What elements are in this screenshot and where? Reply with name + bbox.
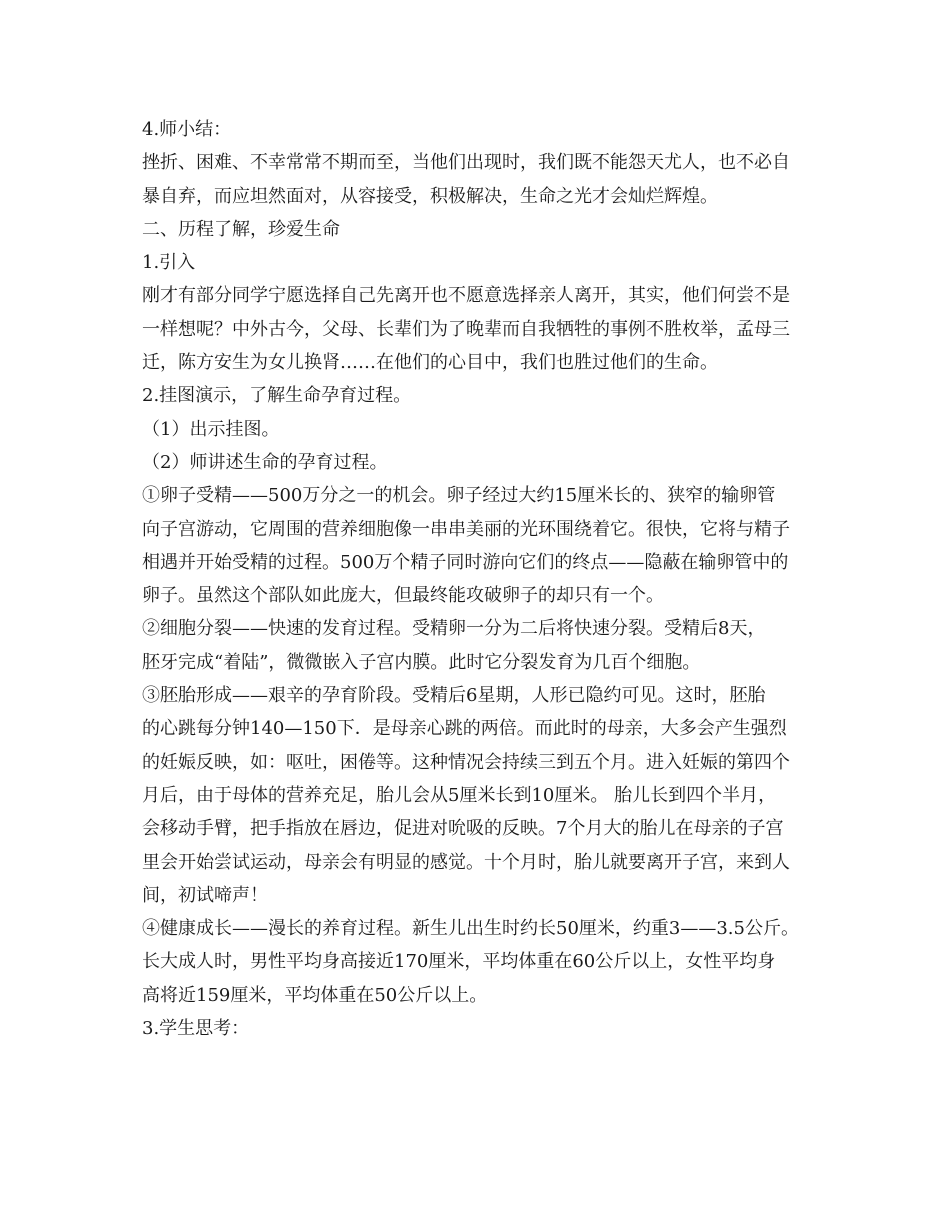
text-line: 二、历程了解，珍爱生命	[142, 218, 340, 240]
text-line: 3.学生思考：	[142, 1018, 250, 1040]
text-line: ②细胞分裂——快速的发育过程。受精卵一分为二后将快速分裂。受精后8天，	[142, 618, 766, 640]
text-line: 暴自弃，而应坦然面对，从容接受，积极解决，生命之光才会灿烂辉煌。	[142, 185, 718, 207]
text-line: 1.引入	[142, 252, 196, 274]
text-line: 迁，陈方安生为女儿换肾……在他们的心目中，我们也胜过他们的生命。	[142, 352, 718, 374]
document-body	[142, 113, 842, 1045]
text-line: 一样想呢？中外古今，父母、长辈们为了晚辈而自我牺牲的事例不胜枚举，孟母三	[142, 318, 790, 340]
text-line: 胚牙完成“着陆”，微微嵌入子宫内膜。此时它分裂发育为几百个细胞。	[142, 651, 701, 673]
text-line: 间，初试啼声！	[142, 884, 268, 906]
text-line: 挫折、困难、不幸常常不期而至，当他们出现时，我们既不能怨天尤人，也不必自	[142, 152, 790, 174]
text-line: 的心跳每分钟140—150下．是母亲心跳的两倍。而此时的母亲，大多会产生强烈	[142, 718, 787, 740]
text-line: 高将近159厘米，平均体重在50公斤以上。	[142, 984, 488, 1006]
text-line: （2）师讲述生命的孕育过程。	[142, 451, 388, 473]
text-line: 里会开始尝试运动，母亲会有明显的感觉。十个月时，胎儿就要离开子宫，来到人	[142, 851, 790, 873]
text-line: 相遇并开始受精的过程。500万个精子同时游向它们的终点——隐蔽在输卵管中的	[142, 551, 789, 573]
text-line: 向子宫游动，它周围的营养细胞像一串串美丽的光环围绕着它。很快，它将与精子	[142, 518, 790, 540]
text-line: 卵子。虽然这个部队如此庞大，但最终能攻破卵子的却只有一个。	[142, 585, 664, 607]
text-line: ①卵子受精——500万分之一的机会。卵子经过大约15厘米长的、狭窄的输卵管	[142, 485, 776, 507]
text-line: ④健康成长——漫长的养育过程。新生儿出生时约长50厘米，约重3——3.5公斤。	[142, 918, 799, 940]
text-line: 月后，由于母体的营养充足，胎儿会从5厘米长到10厘米。 胎儿长到四个半月，	[142, 784, 777, 806]
text-line: 2.挂图演示，了解生命孕育过程。	[142, 385, 412, 407]
text-line: （1）出示挂图。	[142, 418, 280, 440]
text-line: 长大成人时，男性平均身高接近170厘米，平均体重在60公斤以上，女性平均身	[142, 951, 776, 973]
text-line: 的妊娠反映，如：呕吐，困倦等。这种情况会持续三到五个月。进入妊娠的第四个	[142, 751, 790, 773]
text-line: 会移动手臂，把手指放在唇边，促进对吮吸的反映。7个月大的胎儿在母亲的子宫	[142, 818, 784, 840]
text-line: ③胚胎形成——艰辛的孕育阶段。受精后6星期，人形已隐约可见。这时，胚胎	[142, 685, 766, 707]
text-line: 刚才有部分同学宁愿选择自己先离开也不愿意选择亲人离开，其实，他们何尝不是	[142, 285, 790, 307]
text-line: 4.师小结：	[142, 119, 232, 140]
